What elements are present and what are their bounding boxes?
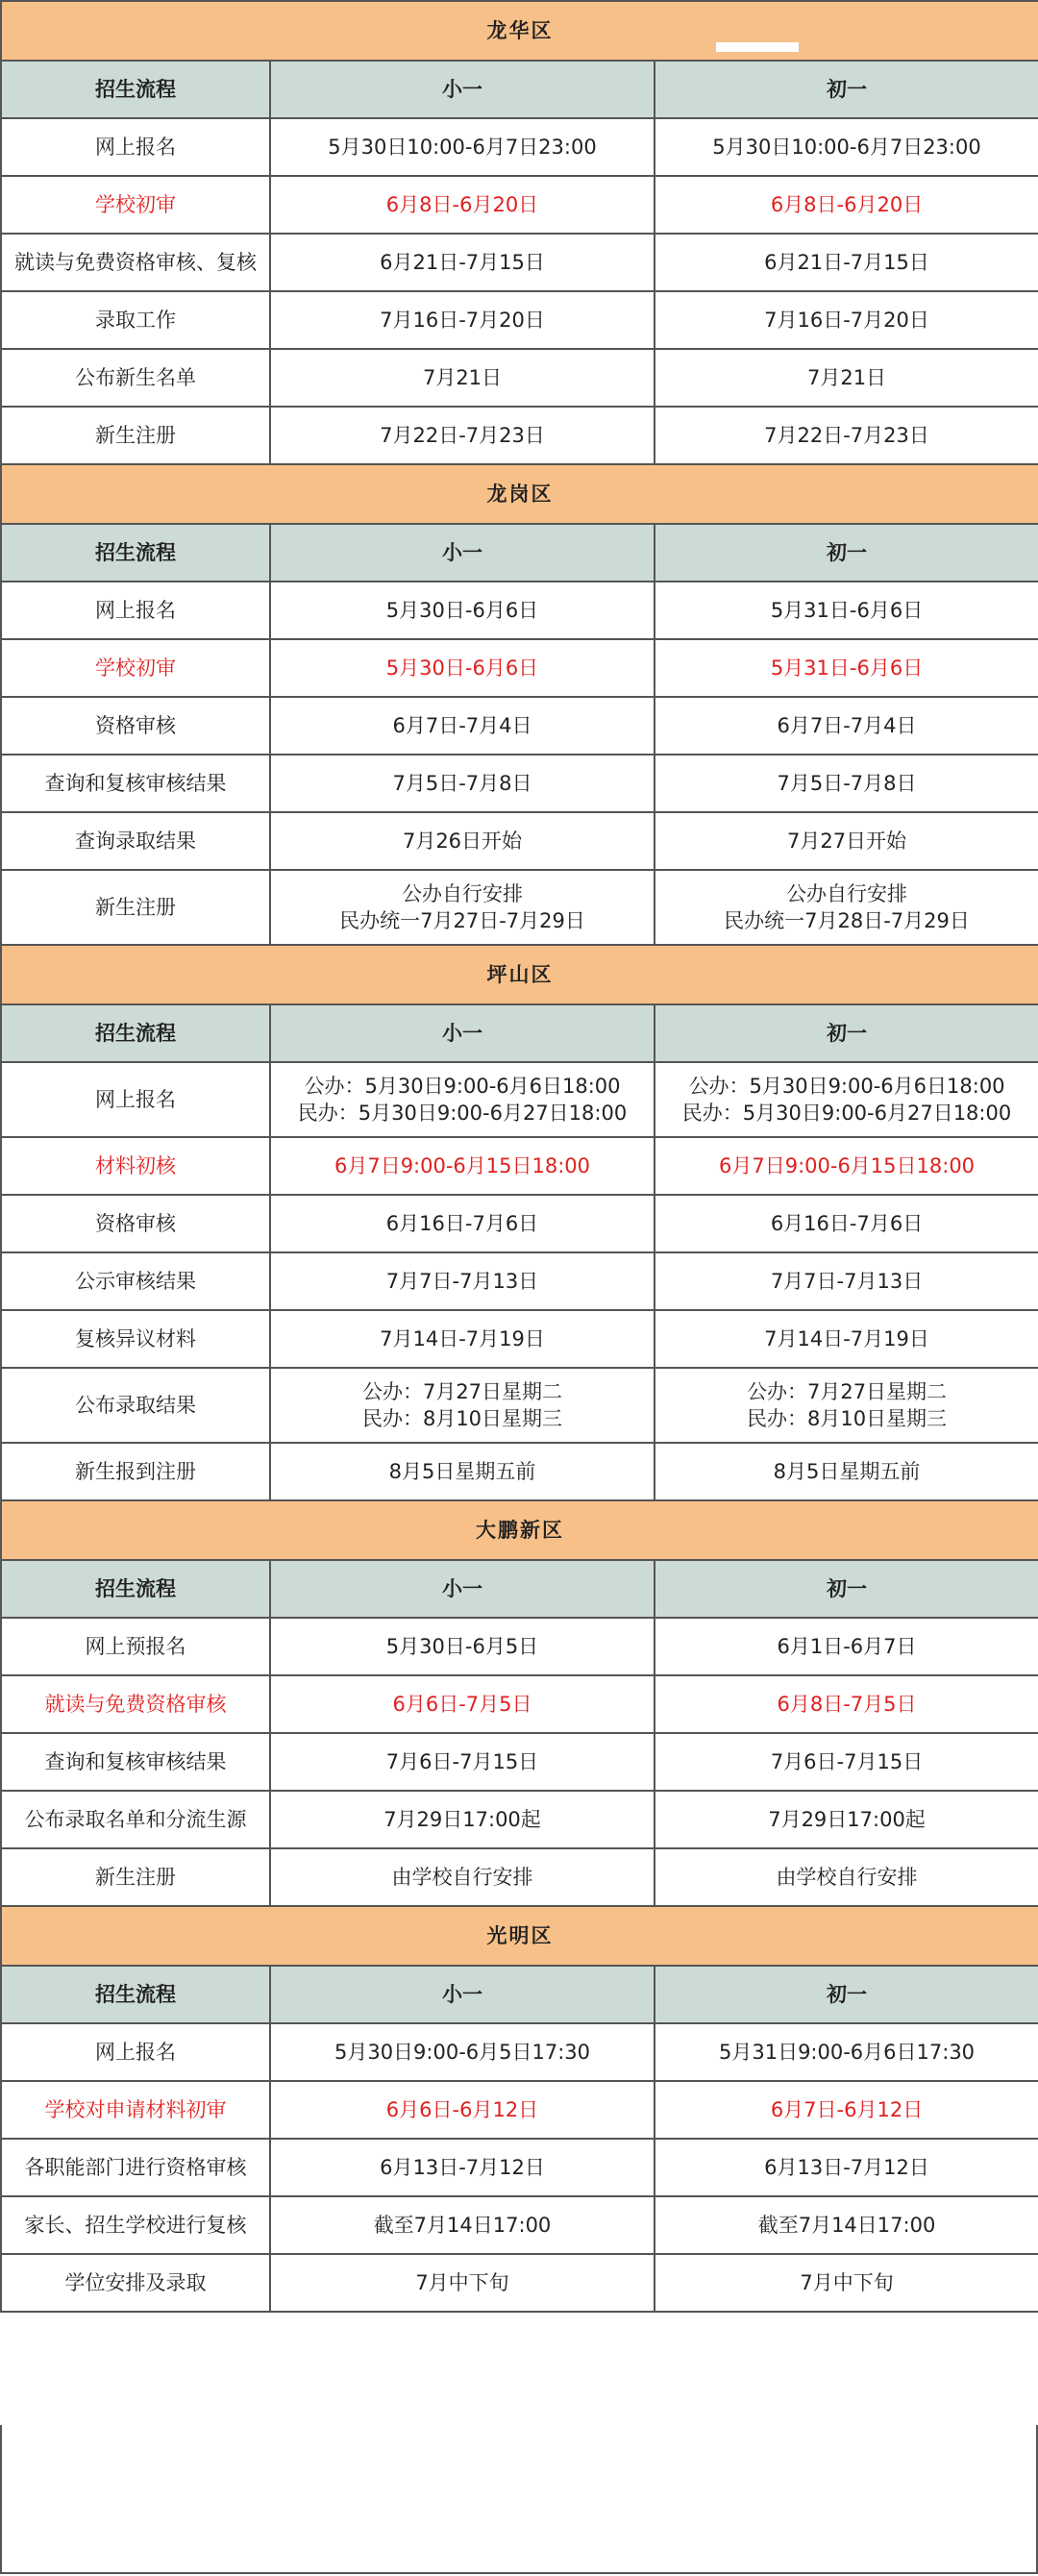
table-row	[1, 1675, 1038, 1733]
date-text: 由学校自行安排	[391, 1866, 533, 1889]
table-row	[1, 2139, 1038, 2196]
table-row	[1, 582, 1038, 639]
date-text: 5月31日-6月6日	[770, 599, 924, 622]
district-title-row	[1, 1500, 1038, 1560]
step-name: 学校初审	[1, 176, 270, 234]
column-header-process: 招生流程	[1, 61, 270, 118]
step-name: 家长、招生学校进行复核	[1, 2196, 270, 2254]
junior-date-cell	[655, 2023, 1038, 2081]
primary-date-cell	[270, 1252, 655, 1310]
date-text: 7月21日	[806, 366, 887, 389]
table-row	[1, 2081, 1038, 2139]
date-text: 6月6日-7月5日	[392, 1693, 532, 1716]
column-header-process: 招生流程	[1, 1966, 270, 2023]
table-row	[1, 1443, 1038, 1500]
primary-date-cell	[270, 697, 655, 755]
district-title-row	[1, 1906, 1038, 1966]
primary-date-cell	[270, 1848, 655, 1906]
table-footer-blank	[0, 2425, 1038, 2574]
date-text: 公办：5月30日9:00-6月6日18:00	[304, 1075, 621, 1098]
junior-date-cell	[655, 1062, 1038, 1137]
junior-date-cell	[655, 755, 1038, 812]
primary-date-cell	[270, 1137, 655, 1195]
junior-date-cell	[655, 1791, 1038, 1848]
date-text: 截至7月14日17:00	[757, 2214, 936, 2237]
junior-date-cell	[655, 1195, 1038, 1252]
primary-date-cell	[270, 291, 655, 349]
primary-date-cell	[270, 1675, 655, 1733]
primary-date-cell	[270, 755, 655, 812]
table-row	[1, 407, 1038, 464]
date-text: 公办：5月30日9:00-6月6日18:00	[688, 1075, 1005, 1098]
step-name: 新生注册	[1, 407, 270, 464]
step-name: 网上报名	[1, 2023, 270, 2081]
date-text: 7月22日-7月23日	[380, 424, 545, 447]
step-name: 就读与免费资格审核、复核	[1, 234, 270, 291]
junior-date-cell	[655, 1368, 1038, 1443]
step-name: 网上报名	[1, 118, 270, 176]
junior-date-cell	[655, 2139, 1038, 2196]
junior-date-cell	[655, 349, 1038, 407]
primary-date-cell	[270, 2081, 655, 2139]
date-text: 6月7日9:00-6月15日18:00	[718, 1154, 976, 1177]
date-text: 公办：7月27日星期二	[746, 1380, 948, 1403]
table-row	[1, 234, 1038, 291]
column-header-junior: 初一	[655, 1004, 1038, 1062]
district-title: 大鹏新区	[1, 1500, 1038, 1560]
date-text: 5月30日9:00-6月5日17:30	[334, 2041, 591, 2064]
district-title-row	[1, 464, 1038, 524]
table-row	[1, 1252, 1038, 1310]
date-text: 7月6日-7月15日	[770, 1750, 924, 1773]
step-name: 资格审核	[1, 1195, 270, 1252]
date-text: 5月31日-6月6日	[770, 656, 924, 680]
date-text: 8月5日星期五前	[388, 1460, 536, 1483]
date-text: 7月中下旬	[800, 2271, 894, 2294]
table-row	[1, 1618, 1038, 1675]
date-text: 6月8日-7月5日	[777, 1693, 917, 1716]
column-header-process: 招生流程	[1, 524, 270, 582]
step-name: 新生报到注册	[1, 1443, 270, 1500]
junior-date-cell	[655, 2254, 1038, 2312]
date-text: 6月1日-6月7日	[777, 1635, 917, 1658]
step-name: 资格审核	[1, 697, 270, 755]
step-name: 新生注册	[1, 870, 270, 945]
column-header-process: 招生流程	[1, 1004, 270, 1062]
table-row	[1, 870, 1038, 945]
step-name: 公布新生名单	[1, 349, 270, 407]
junior-date-cell	[655, 582, 1038, 639]
date-text: 民办：5月30日9:00-6月27日18:00	[681, 1102, 1012, 1125]
junior-date-cell	[655, 1733, 1038, 1791]
district-title-row	[1, 945, 1038, 1004]
step-name: 学位安排及录取	[1, 2254, 270, 2312]
junior-date-cell	[655, 118, 1038, 176]
table-row	[1, 2254, 1038, 2312]
column-header-row	[1, 1560, 1038, 1618]
step-name: 网上报名	[1, 582, 270, 639]
primary-date-cell	[270, 1733, 655, 1791]
step-name: 复核异议材料	[1, 1310, 270, 1368]
table-row	[1, 1310, 1038, 1368]
date-text: 7月29日17:00起	[768, 1808, 926, 1831]
date-text: 5月30日-6月6日	[385, 656, 539, 680]
column-header-primary: 小一	[270, 1560, 655, 1618]
date-text: 6月13日-7月12日	[380, 2156, 545, 2179]
date-text: 6月16日-7月6日	[385, 1212, 539, 1235]
date-text: 7月14日-7月19日	[380, 1327, 545, 1350]
primary-date-cell	[270, 176, 655, 234]
district-title: 光明区	[1, 1906, 1038, 1966]
step-name: 网上报名	[1, 1062, 270, 1137]
date-text: 民办统一7月27日-7月29日	[339, 909, 585, 932]
column-header-primary: 小一	[270, 524, 655, 582]
column-header-primary: 小一	[270, 61, 655, 118]
primary-date-cell	[270, 639, 655, 697]
column-header-row	[1, 61, 1038, 118]
column-header-primary: 小一	[270, 1004, 655, 1062]
step-name: 查询和复核审核结果	[1, 755, 270, 812]
step-name: 各职能部门进行资格审核	[1, 2139, 270, 2196]
column-header-junior: 初一	[655, 524, 1038, 582]
table-row	[1, 118, 1038, 176]
table-row	[1, 1791, 1038, 1848]
date-text: 7月21日	[422, 366, 503, 389]
date-text: 6月7日-7月4日	[777, 714, 917, 737]
table-row	[1, 1195, 1038, 1252]
date-text: 6月16日-7月6日	[770, 1212, 924, 1235]
table-row	[1, 1368, 1038, 1443]
column-header-junior: 初一	[655, 61, 1038, 118]
junior-date-cell	[655, 2196, 1038, 2254]
junior-date-cell	[655, 234, 1038, 291]
junior-date-cell	[655, 176, 1038, 234]
table-row	[1, 349, 1038, 407]
date-text: 民办：8月10日星期三	[746, 1407, 948, 1430]
date-text: 7月29日17:00起	[383, 1808, 541, 1831]
primary-date-cell	[270, 1368, 655, 1443]
junior-date-cell	[655, 1618, 1038, 1675]
step-name: 新生注册	[1, 1848, 270, 1906]
date-text: 7月7日-7月13日	[770, 1270, 924, 1293]
date-text: 7月中下旬	[415, 2271, 509, 2294]
junior-date-cell	[655, 407, 1038, 464]
date-text: 7月5日-7月8日	[777, 772, 917, 795]
table-row	[1, 1137, 1038, 1195]
primary-date-cell	[270, 1195, 655, 1252]
column-header-row	[1, 1966, 1038, 2023]
date-text: 7月5日-7月8日	[392, 772, 532, 795]
date-text: 截至7月14日17:00	[373, 2214, 552, 2237]
primary-date-cell	[270, 1310, 655, 1368]
date-text: 7月16日-7月20日	[764, 309, 929, 332]
step-name: 公示审核结果	[1, 1252, 270, 1310]
table-row	[1, 1733, 1038, 1791]
date-text: 6月21日-7月15日	[380, 251, 545, 274]
date-text: 6月7日-7月4日	[392, 714, 532, 737]
date-text: 5月30日10:00-6月7日23:00	[712, 136, 981, 159]
step-name: 查询和复核审核结果	[1, 1733, 270, 1791]
date-text: 7月6日-7月15日	[385, 1750, 539, 1773]
junior-date-cell	[655, 1848, 1038, 1906]
date-text: 5月30日10:00-6月7日23:00	[328, 136, 597, 159]
step-name: 学校对申请材料初审	[1, 2081, 270, 2139]
step-name: 材料初核	[1, 1137, 270, 1195]
column-header-process: 招生流程	[1, 1560, 270, 1618]
column-header-junior: 初一	[655, 1560, 1038, 1618]
date-text: 5月31日9:00-6月6日17:30	[718, 2041, 976, 2064]
date-text: 6月7日-6月12日	[770, 2098, 924, 2121]
date-text: 6月8日-6月20日	[385, 193, 539, 216]
table-row	[1, 1848, 1038, 1906]
primary-date-cell	[270, 407, 655, 464]
primary-date-cell	[270, 118, 655, 176]
step-name: 网上预报名	[1, 1618, 270, 1675]
column-header-row	[1, 524, 1038, 582]
table-row	[1, 697, 1038, 755]
step-name: 就读与免费资格审核	[1, 1675, 270, 1733]
step-name: 公布录取结果	[1, 1368, 270, 1443]
junior-date-cell	[655, 2081, 1038, 2139]
date-text: 6月8日-6月20日	[770, 193, 924, 216]
primary-date-cell	[270, 1618, 655, 1675]
date-text: 民办统一7月28日-7月29日	[724, 909, 970, 932]
date-text: 6月21日-7月15日	[764, 251, 929, 274]
junior-date-cell	[655, 1310, 1038, 1368]
table-row	[1, 755, 1038, 812]
primary-date-cell	[270, 2196, 655, 2254]
junior-date-cell	[655, 812, 1038, 870]
date-text: 由学校自行安排	[776, 1866, 918, 1889]
primary-date-cell	[270, 1443, 655, 1500]
table-row	[1, 291, 1038, 349]
primary-date-cell	[270, 349, 655, 407]
table-row	[1, 176, 1038, 234]
date-text: 公办自行安排	[786, 882, 908, 905]
primary-date-cell	[270, 2023, 655, 2081]
primary-date-cell	[270, 2254, 655, 2312]
date-text: 7月7日-7月13日	[385, 1270, 539, 1293]
primary-date-cell	[270, 1062, 655, 1137]
step-name: 录取工作	[1, 291, 270, 349]
junior-date-cell	[655, 1137, 1038, 1195]
table-row	[1, 639, 1038, 697]
district-title-row	[1, 1, 1038, 61]
date-text: 5月30日-6月6日	[385, 599, 539, 622]
column-header-primary: 小一	[270, 1966, 655, 2023]
column-header-row	[1, 1004, 1038, 1062]
junior-date-cell	[655, 1675, 1038, 1733]
date-text: 7月22日-7月23日	[764, 424, 929, 447]
date-text: 公办：7月27日星期二	[361, 1380, 563, 1403]
table-row	[1, 812, 1038, 870]
date-text: 7月26日开始	[402, 830, 523, 853]
table-row	[1, 1062, 1038, 1137]
junior-date-cell	[655, 639, 1038, 697]
date-text: 民办：8月10日星期三	[361, 1407, 563, 1430]
primary-date-cell	[270, 2139, 655, 2196]
district-title: 坪山区	[1, 945, 1038, 1004]
district-title: 龙华区	[1, 1, 1038, 61]
primary-date-cell	[270, 812, 655, 870]
junior-date-cell	[655, 1443, 1038, 1500]
table-row	[1, 2023, 1038, 2081]
date-text: 公办自行安排	[402, 882, 523, 905]
top-cover-mark	[716, 42, 799, 52]
date-text: 6月6日-6月12日	[385, 2098, 539, 2121]
step-name: 查询录取结果	[1, 812, 270, 870]
district-title: 龙岗区	[1, 464, 1038, 524]
primary-date-cell	[270, 582, 655, 639]
date-text: 民办：5月30日9:00-6月27日18:00	[297, 1102, 628, 1125]
date-text: 8月5日星期五前	[773, 1460, 921, 1483]
date-text: 5月30日-6月5日	[385, 1635, 539, 1658]
date-text: 6月13日-7月12日	[764, 2156, 929, 2179]
table-row	[1, 2196, 1038, 2254]
date-text: 6月7日9:00-6月15日18:00	[334, 1154, 591, 1177]
primary-date-cell	[270, 1791, 655, 1848]
date-text: 7月16日-7月20日	[380, 309, 545, 332]
junior-date-cell	[655, 1252, 1038, 1310]
date-text: 7月14日-7月19日	[764, 1327, 929, 1350]
column-header-junior: 初一	[655, 1966, 1038, 2023]
step-name: 公布录取名单和分流生源	[1, 1791, 270, 1848]
step-name: 学校初审	[1, 639, 270, 697]
date-text: 7月27日开始	[786, 830, 907, 853]
primary-date-cell	[270, 234, 655, 291]
junior-date-cell	[655, 697, 1038, 755]
primary-date-cell	[270, 870, 655, 945]
junior-date-cell	[655, 291, 1038, 349]
junior-date-cell	[655, 870, 1038, 945]
